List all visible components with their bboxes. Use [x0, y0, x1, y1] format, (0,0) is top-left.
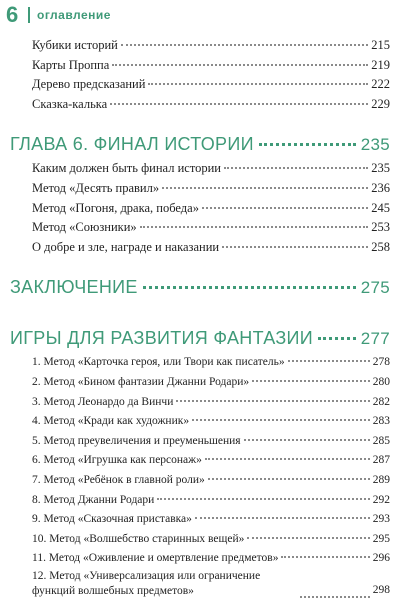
table-of-contents [10, 36, 390, 601]
dot-leader [259, 143, 356, 146]
entry-page: 298 [372, 584, 390, 597]
entry-page: 282 [372, 395, 390, 408]
entry-page: 258 [371, 239, 390, 254]
entry-page: 229 [371, 96, 390, 111]
dot-leader [318, 337, 356, 340]
entry-title: 12. Метод «Универсализация или ограничение функций волшебных предметов» [32, 569, 261, 597]
page-header [6, 2, 400, 28]
dot-leader [244, 439, 370, 441]
toc-entry[interactable] [10, 75, 390, 95]
entry-title: 9. Метод «Сказочная приставка» [32, 513, 192, 526]
dot-leader [222, 246, 368, 248]
entry-title: Дерево предсказаний [32, 77, 146, 92]
toc-entry[interactable] [10, 218, 390, 238]
entry-page: 287 [372, 454, 390, 467]
chapter-heading-games[interactable] [10, 326, 390, 351]
entry-page: 292 [372, 493, 390, 506]
entry-title: 7. Метод «Ребёнок в главной роли» [32, 473, 205, 486]
entry-title: Карты Проппа [32, 57, 110, 72]
dot-leader [112, 64, 368, 66]
chapter-title: ГЛАВА 6. ФИНАЛ ИСТОРИИ [10, 134, 254, 155]
toc-entry[interactable] [10, 412, 390, 432]
entry-page: 295 [372, 532, 390, 545]
chapter-title: ЗАКЛЮЧЕНИЕ [10, 277, 138, 298]
entry-title: 5. Метод преувеличения и преуменьшения [32, 434, 241, 447]
dot-leader [192, 419, 370, 421]
chapter-page: 277 [360, 329, 390, 349]
dot-leader [247, 537, 369, 539]
entry-title: О добре и зле, награде и наказании [32, 239, 220, 254]
entry-title: 4. Метод «Кради как художник» [32, 415, 190, 428]
entry-title: Метод «Союзники» [32, 220, 137, 235]
toc-entry[interactable] [10, 569, 390, 601]
entry-page: 219 [371, 57, 390, 72]
dot-leader [157, 498, 369, 500]
chapter-6-entries [10, 159, 390, 257]
entry-page: 278 [372, 356, 390, 369]
dot-leader [121, 44, 368, 46]
chapter-heading-conclusion[interactable] [10, 275, 390, 300]
toc-entry[interactable] [10, 95, 390, 115]
entry-page: 293 [372, 513, 390, 526]
toc-entry[interactable] [10, 393, 390, 413]
toc-entry[interactable] [10, 451, 390, 471]
toc-entry[interactable] [10, 238, 390, 258]
dot-leader [252, 380, 370, 382]
toc-entry[interactable] [10, 549, 390, 569]
header-divider [28, 7, 30, 23]
entry-page: 222 [371, 77, 390, 92]
dot-leader [202, 207, 368, 209]
entry-title: 11. Метод «Оживление и омертвление предметов» [32, 552, 279, 565]
toc-entry[interactable] [10, 530, 390, 550]
chapter-page: 235 [360, 135, 390, 155]
dot-leader [281, 556, 369, 558]
dot-leader [140, 226, 369, 228]
games-entries [10, 353, 390, 601]
entry-title: Метод «Погоня, драка, победа» [32, 200, 199, 215]
entry-page: 235 [371, 161, 390, 176]
toc-entry[interactable] [10, 491, 390, 511]
toc-entry[interactable] [10, 199, 390, 219]
toc-entry[interactable] [10, 471, 390, 491]
dot-leader [148, 83, 368, 85]
toc-entry[interactable] [10, 36, 390, 56]
toc-entry[interactable] [10, 159, 390, 179]
dot-leader [162, 187, 368, 189]
chapter-heading-6[interactable] [10, 132, 390, 157]
toc-entry[interactable] [10, 56, 390, 76]
entry-page: 283 [372, 415, 390, 428]
entry-page: 280 [372, 375, 390, 388]
entry-title: Метод «Десять правил» [32, 180, 160, 195]
entry-title: 10. Метод «Волшебство старинных вещей» [32, 532, 245, 545]
toc-entry[interactable] [10, 353, 390, 373]
dot-leader [208, 478, 370, 480]
dot-leader [300, 596, 370, 598]
chapter-page: 275 [360, 278, 390, 298]
toc-entry[interactable] [10, 432, 390, 452]
dot-leader [110, 103, 368, 105]
dot-leader [224, 167, 368, 169]
toc-entry[interactable] [10, 510, 390, 530]
entry-page: 253 [371, 220, 390, 235]
dot-leader [176, 400, 369, 402]
entry-title: 1. Метод «Карточка героя, или Твори как писатель» [32, 356, 285, 369]
entry-page: 296 [372, 552, 390, 565]
entry-title: 6. Метод «Игрушка как персонаж» [32, 454, 202, 467]
toc-entry[interactable] [10, 373, 390, 393]
entry-title: Сказка-калька [32, 96, 108, 111]
entry-page: 245 [371, 200, 390, 215]
chapter-title: ИГРЫ ДЛЯ РАЗВИТИЯ ФАНТАЗИИ [10, 328, 314, 349]
entry-page: 236 [371, 180, 390, 195]
entry-title: 2. Метод «Бином фантазии Джанни Родари» [32, 375, 250, 388]
section-title: оглавление [37, 8, 111, 22]
entry-page: 215 [371, 38, 390, 52]
page-number: 6 [6, 2, 19, 27]
dot-leader [143, 286, 356, 289]
entry-title: 8. Метод Джанни Родари [32, 493, 155, 506]
entry-title: Кубики историй [32, 38, 118, 52]
entry-page: 285 [372, 434, 390, 447]
entry-page: 289 [372, 473, 390, 486]
dot-leader [205, 458, 370, 460]
dot-leader [288, 360, 370, 362]
toc-entry[interactable] [10, 179, 390, 199]
entry-title: 3. Метод Леонардо да Винчи [32, 395, 174, 408]
entry-title: Каким должен быть финал истории [32, 161, 221, 176]
dot-leader [195, 517, 370, 519]
top-entries [10, 36, 390, 114]
